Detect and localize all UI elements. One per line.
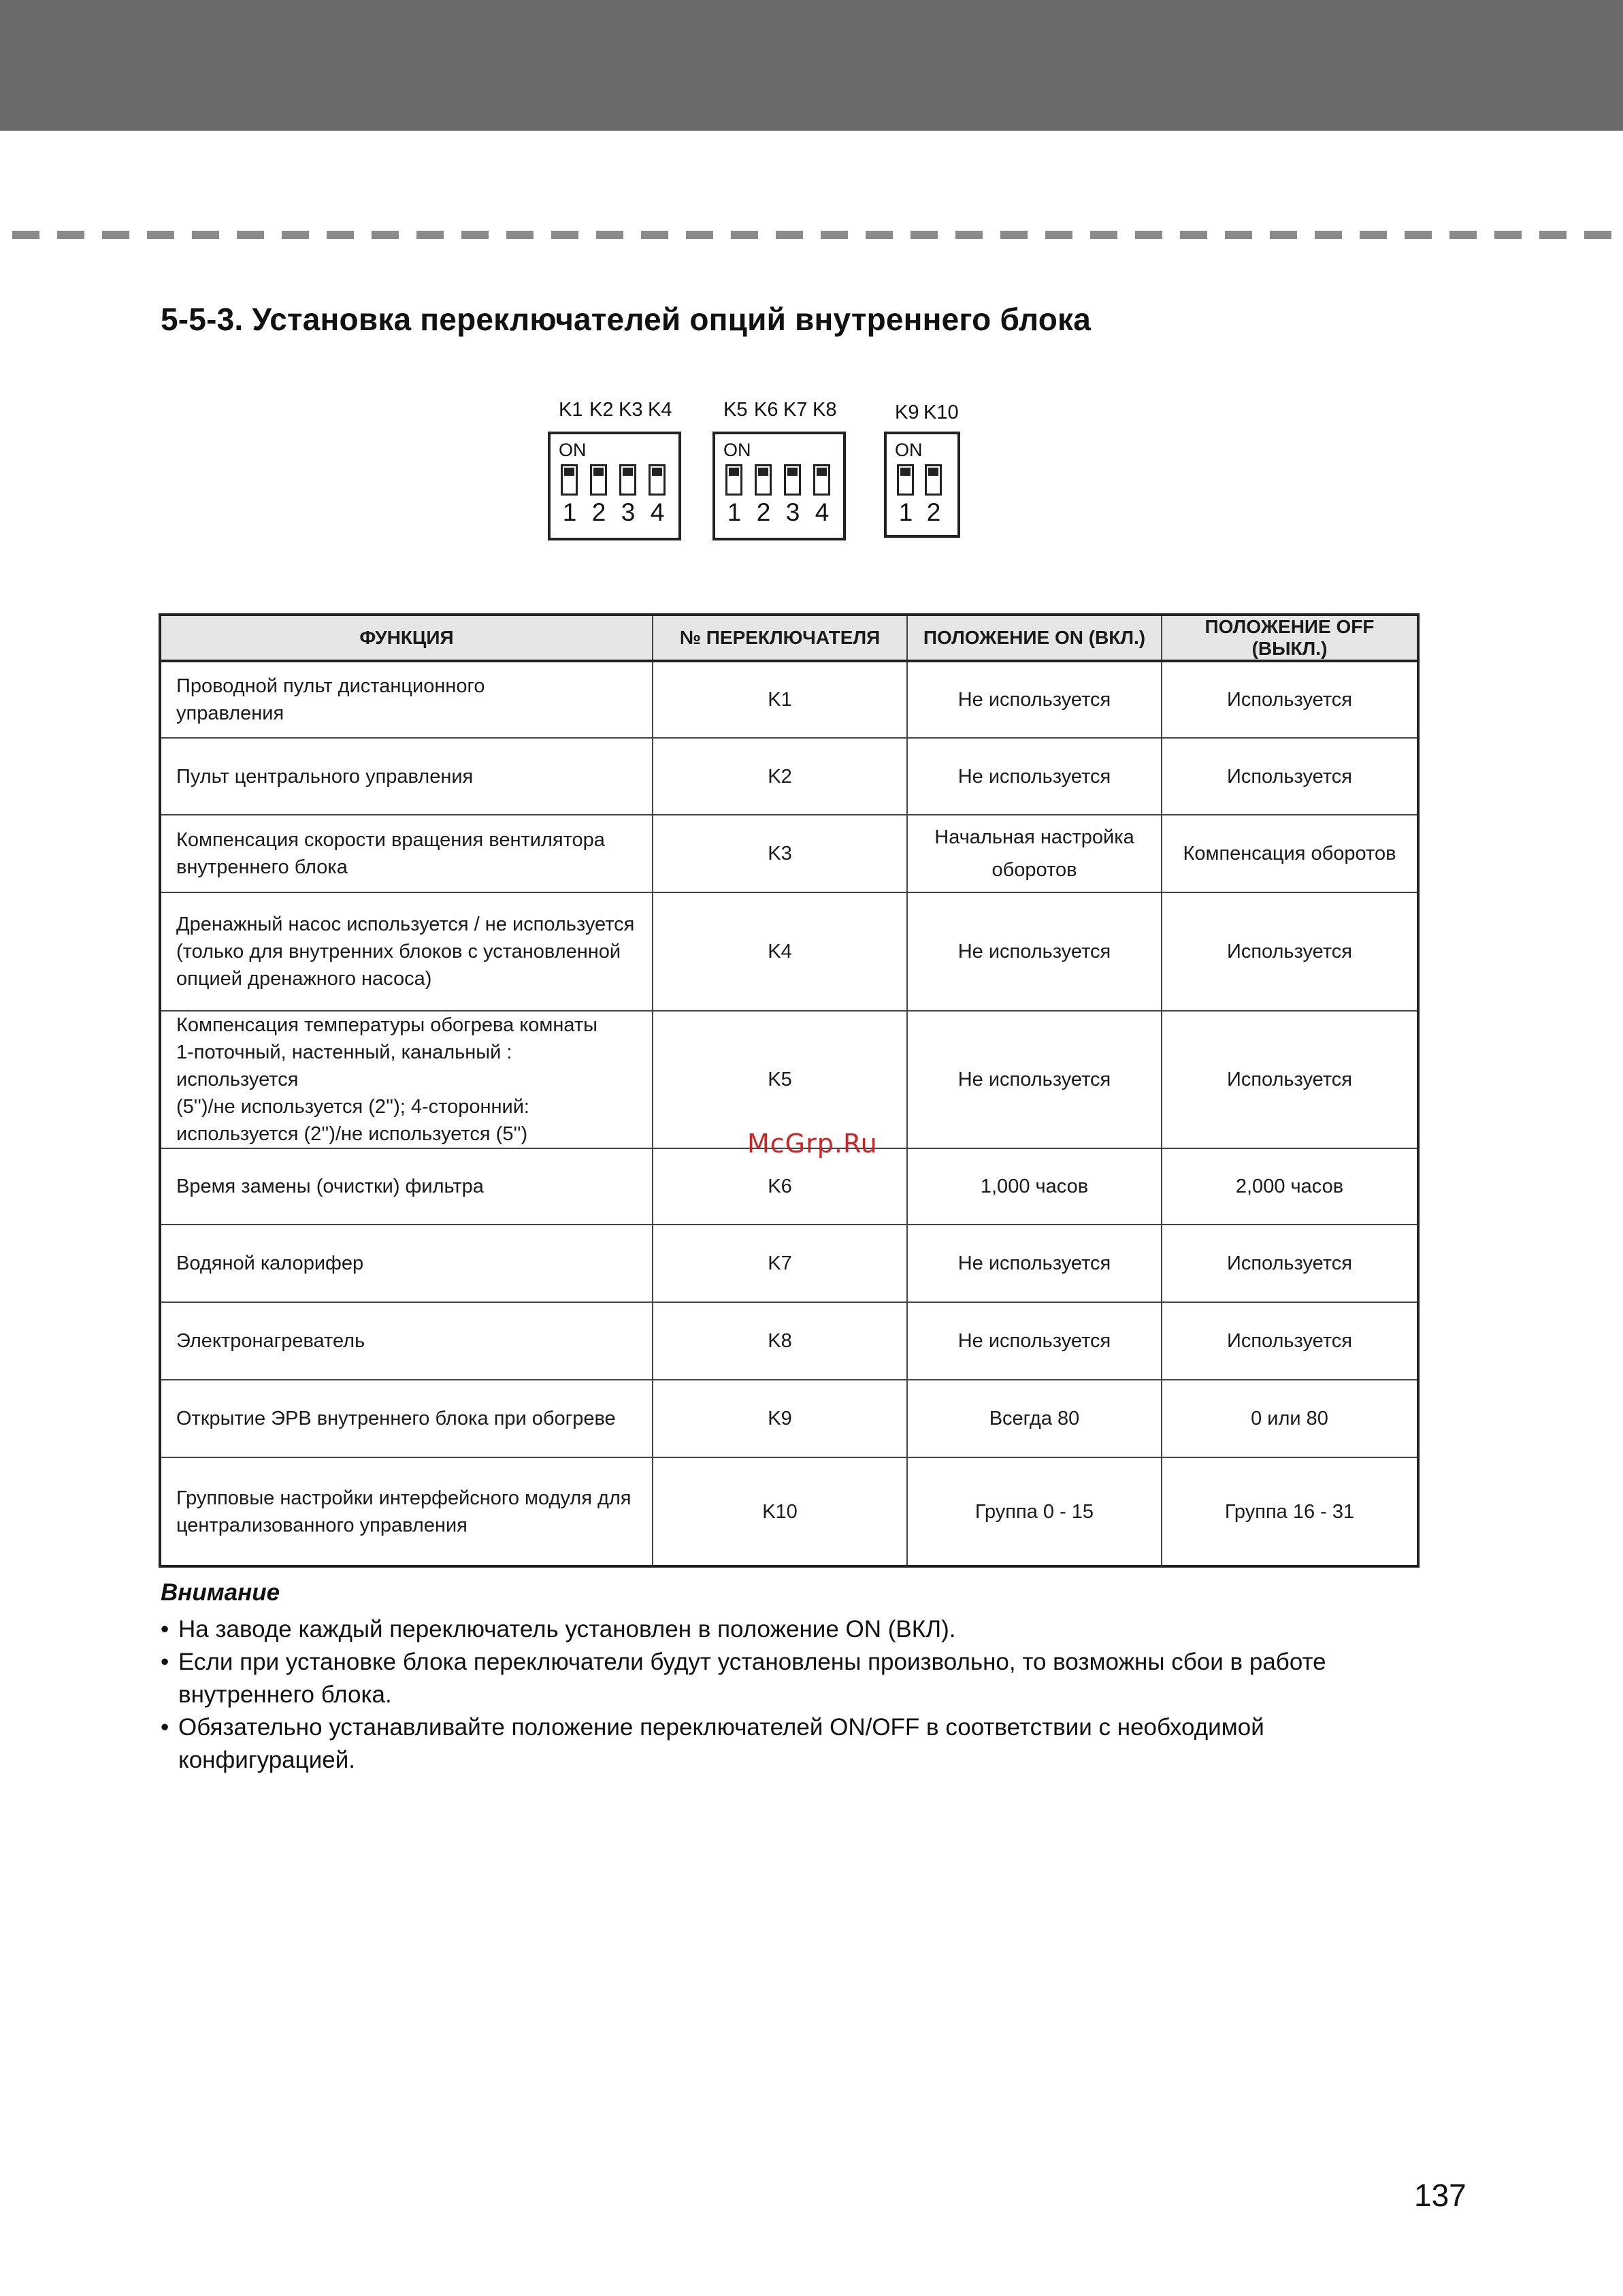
cell-line: Компенсация температуры обогрева комнаты [176,1014,597,1036]
cell-line: Электронагреватель [176,1330,365,1352]
cell-line: 1,000 часов [980,1176,1089,1197]
column-header-switch: № ПЕРЕКЛЮЧАТЕЛЯ [653,615,907,661]
switch-cell: K9 [653,1380,907,1457]
dashed-divider [12,231,1618,239]
dip-switch-housing [712,432,846,540]
page-number: 137 [1414,2178,1466,2213]
cell-line: Проводной пульт дистанционного [176,675,485,697]
dip-label: K1 [559,399,583,421]
note-line: • На заводе каждый переключатель установлен в положение ON (ВКЛ). [178,1616,956,1643]
switch-cell: K3 [653,815,907,892]
note-item [161,1711,1440,1777]
table-row [160,738,1418,815]
cell-line: Не используется [957,1330,1111,1352]
function-cell [160,1302,653,1380]
cell-line: Не используется [957,1069,1111,1090]
cell-line: Используется [1226,765,1353,788]
function-cell [160,661,653,738]
dip-label: K10 [923,402,959,423]
dip-label: K9 [895,402,919,423]
table-row [160,1380,1418,1457]
cell-line: (5'')/не используется (2''); 4-сторонний: [176,1096,529,1118]
dip-label: K4 [648,399,672,421]
function-cell [160,1225,653,1302]
table-row [160,1457,1418,1566]
dip-switch-toggle [813,464,830,496]
dip-switch-housing [884,432,960,538]
cell-line: оборотов [991,859,1077,881]
switch-cell: K6 [653,1148,907,1225]
dip-switch-number: 2 [756,498,771,526]
cell-line: Групповые настройки интерфейсного модуля для [176,1487,632,1509]
off-cell [1162,1225,1418,1302]
dip-label: K8 [813,399,837,421]
on-cell [907,1011,1162,1148]
table-row [160,1225,1418,1302]
dip-switch-number: 2 [591,498,606,526]
dip-label: K3 [619,399,643,421]
cell-line: опцией дренажного насоса) [176,968,432,990]
on-cell [907,1302,1162,1380]
note-line: • Обязательно устанавливайте положение переключателей ON/OFF в соответствии с необходимой [178,1714,1264,1741]
function-cell [160,1457,653,1566]
cell-line: Всегда 80 [989,1408,1080,1429]
cell-line: Водяной калорифер [176,1252,364,1274]
dip-switch-toggle [725,464,742,496]
notes-list [161,1613,1440,1777]
note-line: конфигурацией. [178,1747,355,1773]
dip-switch-group-k1-k4 [548,399,684,542]
dip-switch-toggle [619,464,636,496]
cell-line: Используется [1226,1252,1353,1274]
header-bar [0,0,1623,131]
cell-line: 1-поточный, настенный, канальный : используется [176,1041,512,1090]
off-cell [1162,892,1418,1011]
cell-line: 2,000 часов [1235,1176,1344,1197]
on-cell [907,815,1162,892]
column-header-function: ФУНКЦИЯ [160,615,653,661]
dip-switch-number: 1 [727,498,742,526]
off-cell [1162,815,1418,892]
dip-switch-number: 3 [785,498,800,526]
function-cell [160,1380,653,1457]
option-switch-table [159,613,1420,1568]
note-line: внутреннего блока. [178,1681,392,1708]
note-line: • Если при установке блока переключатели будут установлены произвольно, то возможны сбои в работе [178,1649,1326,1675]
cell-line: Группа 0 - 15 [974,1500,1094,1523]
function-cell [160,1011,653,1148]
dip-switch-number: 3 [621,498,636,526]
on-cell [907,1457,1162,1566]
function-cell [160,815,653,892]
cell-line: Используется [1226,941,1353,963]
dip-switch-group-k5-k8 [712,399,849,542]
note-item [161,1613,1440,1646]
off-cell [1162,1011,1418,1148]
off-cell [1162,738,1418,815]
cell-line: Время замены (очистки) фильтра [176,1176,484,1197]
function-cell [160,1148,653,1225]
cell-line: Дренажный насос используется / не используется [176,913,635,935]
dip-on-label: ON [895,440,923,460]
switch-cell: K1 [653,661,907,738]
off-cell [1162,1380,1418,1457]
function-cell [160,892,653,1011]
dip-label: K5 [723,399,748,421]
cell-line: Не используется [957,941,1111,963]
table-header-row [160,615,1418,661]
cell-line: внутреннего блока [176,856,348,878]
dip-switch-group-k9-k10 [884,402,960,542]
table-row [160,892,1418,1011]
on-cell [907,661,1162,738]
switch-cell: K7 [653,1225,907,1302]
cell-line: централизованного управления [176,1514,468,1536]
watermark-text: McGrp.Ru [747,1129,878,1159]
function-cell [160,738,653,815]
dip-switch-toggle [561,464,578,496]
dip-switch-toggle [755,464,772,496]
on-cell [907,1225,1162,1302]
dip-switch-housing [548,432,681,540]
dip-switch-number: 1 [562,498,577,526]
on-cell [907,892,1162,1011]
cell-line: Не используется [957,1252,1111,1274]
cell-line: Не используется [957,765,1111,788]
cell-line: Компенсация оборотов [1183,843,1396,864]
cell-line: Используется [1226,1330,1353,1352]
section-title: 5-5-3. Установка переключателей опций внутреннего блока [161,302,1092,337]
switch-cell: K5 [653,1011,907,1148]
cell-line: Используется [1226,1069,1353,1090]
dip-switch-toggle [925,464,942,496]
off-cell [1162,1302,1418,1380]
dip-switch-number: 2 [926,498,941,526]
cell-line: Пульт центрального управления [176,765,474,788]
switch-cell: K4 [653,892,907,1011]
dip-switch-number: 4 [815,498,830,526]
cell-line: 0 или 80 [1251,1408,1328,1429]
off-cell [1162,661,1418,738]
dip-switch-toggle [590,464,607,496]
cell-line: Используется [1226,689,1353,711]
dip-label: K2 [589,399,614,421]
dip-on-label: ON [723,440,751,460]
cell-line: Группа 16 - 31 [1224,1500,1355,1523]
off-cell [1162,1148,1418,1225]
table-row [160,815,1418,892]
cell-line: управления [176,702,284,724]
cell-line: Компенсация скорости вращения вентилятора [176,829,605,851]
table-row [160,1148,1418,1225]
table-row [160,661,1418,738]
switch-cell: K8 [653,1302,907,1380]
on-cell [907,1380,1162,1457]
dip-label: K7 [783,399,808,421]
cell-line: Не используется [957,689,1111,711]
switch-cell: K10 [653,1457,907,1566]
column-header-off: ПОЛОЖЕНИЕ OFF (ВЫКЛ.) [1162,615,1418,661]
table-row [160,1011,1418,1148]
note-item [161,1646,1440,1711]
dip-on-label: ON [559,440,587,460]
cell-line: Начальная настройка [934,826,1134,848]
notes-title: Внимание [161,1579,280,1606]
dip-switch-toggle [784,464,801,496]
dip-switch-toggle [897,464,914,496]
switch-cell: K2 [653,738,907,815]
cell-line: используется (2'')/не используется (5'') [176,1123,528,1145]
on-cell [907,1148,1162,1225]
column-header-on: ПОЛОЖЕНИЕ ON (ВКЛ.) [907,615,1162,661]
on-cell [907,738,1162,815]
dip-switch-toggle [649,464,666,496]
off-cell [1162,1457,1418,1566]
dip-switch-number: 4 [650,498,665,526]
table-row [160,1302,1418,1380]
dip-switch-number: 1 [898,498,913,526]
notes-section [161,1579,1440,1777]
cell-line: Открытие ЭРВ внутреннего блока при обогреве [176,1408,616,1429]
cell-line: (только для внутренних блоков с установленной [176,941,621,963]
dip-label: K6 [754,399,778,421]
